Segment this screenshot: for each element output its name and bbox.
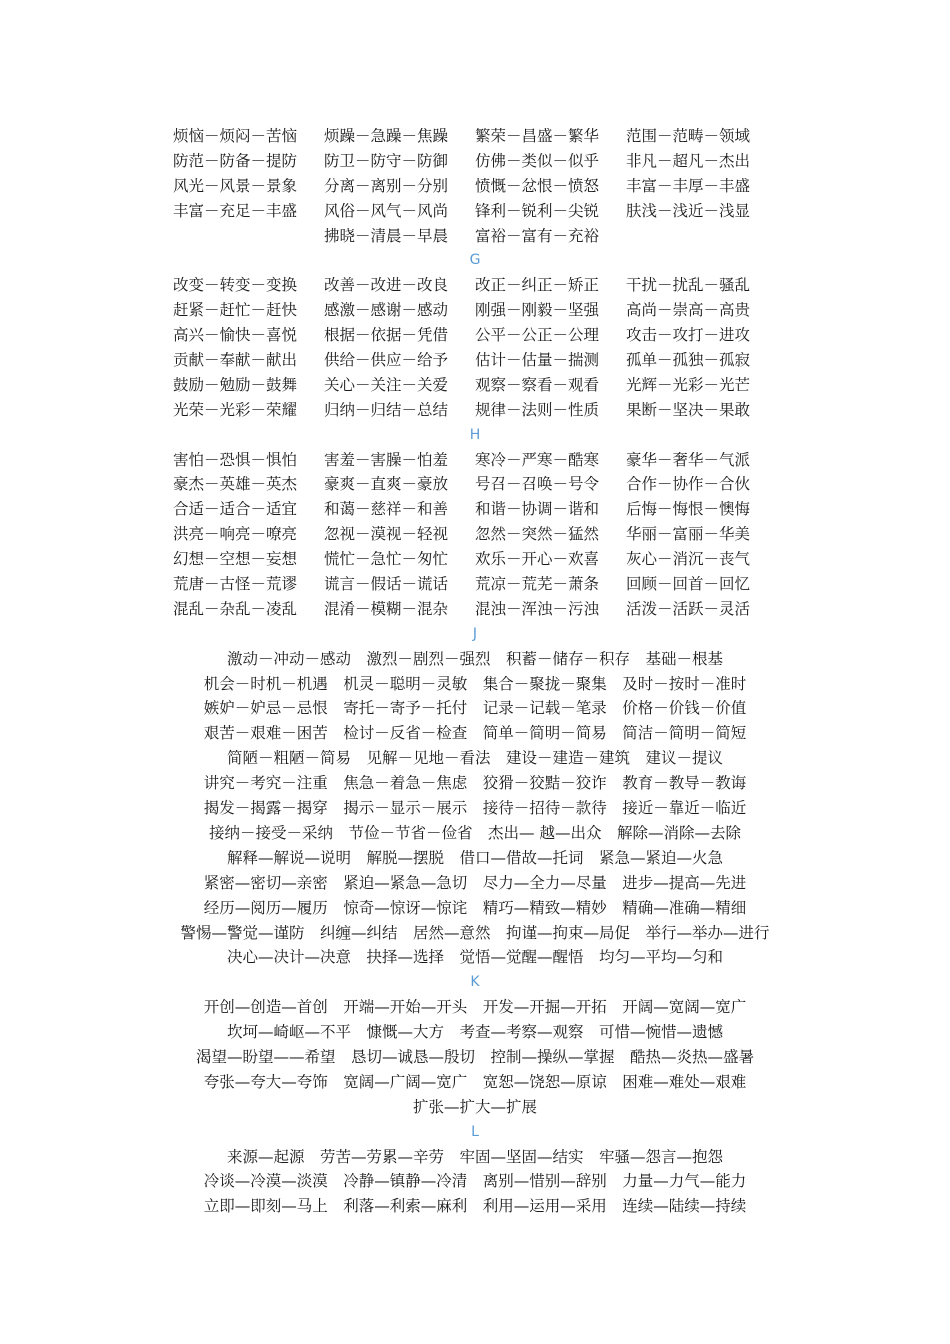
synonym-group: 感激－感谢－感动 bbox=[324, 301, 449, 320]
synonym-row bbox=[0, 547, 950, 572]
synonym-group: 后悔－悔恨－懊悔 bbox=[626, 500, 751, 519]
synonym-row-cells bbox=[173, 149, 777, 174]
synonym-row: 坎坷—崎岖—不平 慷慨—大方 考查—考察—观察 可惜—惋惜—遗憾 bbox=[226, 1023, 723, 1042]
synonym-group: 繁荣－昌盛－繁华 bbox=[475, 127, 600, 145]
synonym-group: 号召－召唤－号令 bbox=[475, 475, 600, 494]
synonym-row: 开创—创造—首创 开端—开始—开头 开发—开掘—开拓 开阔—宽阔—宽广 bbox=[203, 998, 747, 1017]
synonym-group: 愤慨－忿恨－愤怒 bbox=[475, 176, 600, 195]
synonym-group: 攻击－攻打－进攻 bbox=[626, 326, 751, 345]
section-letter: G bbox=[469, 252, 481, 269]
synonym-group: 风光－风景－景象 bbox=[173, 176, 298, 195]
synonym-group: 害羞－害臊－怕羞 bbox=[324, 450, 449, 469]
synonym-row: 讲究－考究－注重 焦急－着急－焦虑 狡猾－狡黠－狡诈 教育－教导－教诲 bbox=[203, 774, 747, 793]
synonym-row bbox=[0, 472, 950, 497]
synonym-group: 豪爽－直爽－豪放 bbox=[324, 475, 449, 494]
synonym-row-cells bbox=[173, 224, 777, 249]
synonym-group: 关心－关注－关爱 bbox=[324, 375, 449, 394]
synonym-group: 分离－离别－分别 bbox=[324, 176, 449, 195]
synonym-row bbox=[0, 497, 950, 522]
synonym-group: 高尚－崇高－高贵 bbox=[626, 301, 751, 320]
synonym-group: 估计－估量－揣测 bbox=[475, 351, 600, 370]
synonym-group: 光荣－光彩－荣耀 bbox=[173, 400, 298, 419]
synonym-group: 范围－范畴－领域 bbox=[626, 127, 751, 145]
synonym-row: 揭发－揭露－揭穿 揭示－显示－展示 接待－招待－款待 接近－靠近－临近 bbox=[203, 799, 747, 818]
synonym-row: 夸张—夸大—夸饰 宽阔—广阔—宽广 宽恕—饶恕—原谅 困难—难处—艰难 bbox=[203, 1072, 747, 1091]
synonym-group: 拂晓－清晨－早晨 bbox=[324, 226, 449, 245]
synonym-group: 鼓励－勉励－鼓舞 bbox=[173, 375, 298, 394]
synonym-group: 供给－供应－给予 bbox=[324, 351, 449, 370]
synonym-row bbox=[0, 124, 950, 149]
synonym-row-cells bbox=[173, 497, 777, 522]
section-letter: L bbox=[471, 1123, 479, 1140]
synonym-row bbox=[0, 174, 950, 199]
synonym-row: 解释—解说—说明 解脱—摆脱 借口—借故—托词 紧急—紧迫—火急 bbox=[226, 848, 723, 867]
synonym-row: 来源—起源 劳苦—劳累—辛劳 牢固—坚固—结实 牢骚—怨言—抱怨 bbox=[226, 1147, 723, 1166]
synonym-row: 冷谈—冷漠—淡漠 冷静—镇静—冷清 离别—惜别—辞别 力量—力气—能力 bbox=[203, 1172, 747, 1191]
synonym-group: 谎言－假话－谎话 bbox=[324, 575, 449, 594]
synonym-row bbox=[0, 298, 950, 323]
synonym-group: 公平－公正－公理 bbox=[475, 326, 600, 345]
synonym-group: 防范－防备－提防 bbox=[173, 151, 298, 170]
synonym-row bbox=[0, 522, 950, 547]
synonym-row-cells bbox=[173, 273, 777, 298]
synonym-row: 机会－时机－机遇 机灵－聪明－灵敏 集合－聚拢－聚集 及时－按时－准时 bbox=[203, 674, 747, 693]
synonym-row: 嫉妒－妒忌－忌恨 寄托－寄予－托付 记录－记载－笔录 价格－价钱－价值 bbox=[203, 699, 747, 718]
synonym-group: 荒凉－荒芜－萧条 bbox=[475, 575, 600, 594]
synonym-group: 和蔼－慈祥－和善 bbox=[324, 500, 449, 519]
synonym-row-cells bbox=[173, 348, 777, 373]
synonym-group: 活泼－活跃－灵活 bbox=[626, 599, 751, 618]
synonym-row-cells bbox=[173, 323, 777, 348]
synonym-row: 立即—即刻—马上 利落—利索—麻利 利用—运用—采用 连续—陆续—持续 bbox=[203, 1197, 747, 1216]
synonym-group: 丰富－丰厚－丰盛 bbox=[626, 176, 751, 195]
synonym-group: 华丽－富丽－华美 bbox=[626, 525, 751, 544]
synonym-group: 富裕－富有－充裕 bbox=[475, 226, 600, 245]
synonym-row: 经历—阅历—履历 惊奇—惊讶—惊诧 精巧—精致—精妙 精确—准确—精细 bbox=[203, 898, 747, 917]
synonym-group: 合适－适合－适宜 bbox=[173, 500, 298, 519]
synonym-row-cells bbox=[173, 572, 777, 597]
synonym-row bbox=[0, 149, 950, 174]
synonym-group: 根据－依据－凭借 bbox=[324, 326, 449, 345]
synonym-row bbox=[0, 398, 950, 423]
synonym-row bbox=[0, 348, 950, 373]
synonym-group: 丰富－充足－丰盛 bbox=[173, 201, 298, 220]
synonym-group: 豪华－奢华－气派 bbox=[626, 450, 751, 469]
synonym-row bbox=[0, 572, 950, 597]
synonym-row-cells bbox=[173, 522, 777, 547]
section-letter: H bbox=[469, 426, 481, 443]
synonym-group: 混浊－浑浊－污浊 bbox=[475, 599, 600, 618]
synonym-row: 扩张—扩大—扩展 bbox=[412, 1097, 537, 1116]
synonym-row-cells bbox=[173, 597, 777, 622]
synonym-group: 孤单－孤独－孤寂 bbox=[626, 351, 751, 370]
section-letter: J bbox=[472, 625, 478, 642]
synonym-row bbox=[0, 373, 950, 398]
synonym-group: 忽视－漠视－轻视 bbox=[324, 525, 449, 544]
synonym-group: 防卫－防守－防御 bbox=[324, 151, 449, 170]
synonym-row-cells bbox=[173, 298, 777, 323]
synonym-row: 警惕—警觉—谨防 纠缠—纠结 居然—意然 拘谨—拘束—局促 举行—举办—进行 bbox=[180, 923, 770, 942]
synonym-row bbox=[0, 199, 950, 224]
synonym-group: 洪亮－响亮－嘹亮 bbox=[173, 525, 298, 544]
synonym-group: 光辉－光彩－光芒 bbox=[626, 375, 751, 394]
synonym-group: 寒冷－严寒－酷寒 bbox=[475, 450, 600, 469]
synonym-row-cells bbox=[173, 398, 777, 423]
synonym-group: 归纳－归结－总结 bbox=[324, 400, 449, 419]
synonym-row-cells bbox=[173, 472, 777, 497]
synonym-row-cells bbox=[173, 174, 777, 199]
synonym-group: 仿佛－类似－似乎 bbox=[475, 151, 600, 170]
synonym-group: 烦躁－急躁－焦躁 bbox=[324, 127, 449, 145]
document-page bbox=[0, 124, 950, 1219]
synonym-row: 激动－冲动－感动 激烈－剧烈－强烈 积蓄－储存－积存 基础－根基 bbox=[226, 649, 723, 668]
synonym-row bbox=[0, 448, 950, 473]
synonym-group: 非凡－超凡－杰出 bbox=[626, 151, 751, 170]
section-letter: K bbox=[470, 974, 480, 991]
synonym-row bbox=[0, 597, 950, 622]
synonym-row: 渴望—盼望——希望 恳切—诚恳—殷切 控制—操纵—掌握 酷热—炎热—盛暑 bbox=[195, 1047, 754, 1066]
synonym-group: 高兴－愉快－喜悦 bbox=[173, 326, 298, 345]
synonym-group: 慌忙－急忙－匆忙 bbox=[324, 550, 449, 569]
synonym-row bbox=[0, 224, 950, 249]
synonym-group: 规律－法则－性质 bbox=[475, 400, 600, 419]
synonym-group: 和谐－协调－谐和 bbox=[475, 500, 600, 519]
synonym-group: 害怕－恐惧－惧怕 bbox=[173, 450, 298, 469]
synonym-row bbox=[0, 323, 950, 348]
synonym-row-cells bbox=[173, 448, 777, 473]
synonym-group: 赶紧－赶忙－赶快 bbox=[173, 301, 298, 320]
synonym-row: 紧密—密切—亲密 紧迫—紧急—急切 尽力—全力—尽量 进步—提高—先进 bbox=[203, 873, 747, 892]
synonym-group: 干扰－扰乱－骚乱 bbox=[626, 276, 751, 295]
synonym-group: 果断－坚决－果敢 bbox=[626, 400, 751, 419]
synonym-group: 观察－察看－观看 bbox=[475, 375, 600, 394]
synonym-group: 改变－转变－变换 bbox=[173, 276, 298, 295]
synonym-row: 艰苦－艰难－困苦 检讨－反省－检查 简单－简明－简易 简洁－简明－简短 bbox=[203, 724, 747, 743]
synonym-group: 灰心－消沉－丧气 bbox=[626, 550, 751, 569]
synonym-group: 风俗－风气－风尚 bbox=[324, 201, 449, 220]
synonym-group: 改正－纠正－矫正 bbox=[475, 276, 600, 295]
synonym-group: 荒唐－古怪－荒谬 bbox=[173, 575, 298, 594]
synonym-group: 锋利－锐利－尖锐 bbox=[475, 201, 600, 220]
synonym-row-cells bbox=[173, 124, 777, 149]
synonym-group: 豪杰－英雄－英杰 bbox=[173, 475, 298, 494]
synonym-group: 欢乐－开心－欢喜 bbox=[475, 550, 600, 569]
synonym-group: 混淆－模糊－混杂 bbox=[324, 599, 449, 618]
synonym-group: 回顾－回首－回忆 bbox=[626, 575, 751, 594]
synonym-group: 改善－改进－改良 bbox=[324, 276, 449, 295]
synonym-row: 决心—决计—决意 抉择—选择 觉悟—觉醒—醒悟 均匀—平均—匀和 bbox=[226, 948, 723, 967]
synonym-group: 烦恼－烦闷－苦恼 bbox=[173, 127, 298, 145]
synonym-group: 贡献－奉献－献出 bbox=[173, 351, 298, 370]
synonym-group: 合作－协作－合伙 bbox=[626, 475, 751, 494]
synonym-row bbox=[0, 273, 950, 298]
synonym-row-cells bbox=[173, 547, 777, 572]
synonym-row: 简陋－粗陋－简易 见解－见地－看法 建设－建造－建筑 建议－提议 bbox=[226, 749, 723, 768]
synonym-group: 幻想－空想－妄想 bbox=[173, 550, 298, 569]
synonym-row-cells bbox=[173, 373, 777, 398]
synonym-row-cells bbox=[173, 199, 777, 224]
synonym-group: 肤浅－浅近－浅显 bbox=[626, 201, 751, 220]
synonym-group: 混乱－杂乱－凌乱 bbox=[173, 599, 298, 618]
synonym-group: 刚强－刚毅－坚强 bbox=[475, 301, 600, 320]
synonym-group: 忽然－突然－猛然 bbox=[475, 525, 600, 544]
synonym-row: 接纳－接受－采纳 节俭－节省－俭省 杰出— 越—出众 解除—消除—去除 bbox=[209, 823, 741, 842]
